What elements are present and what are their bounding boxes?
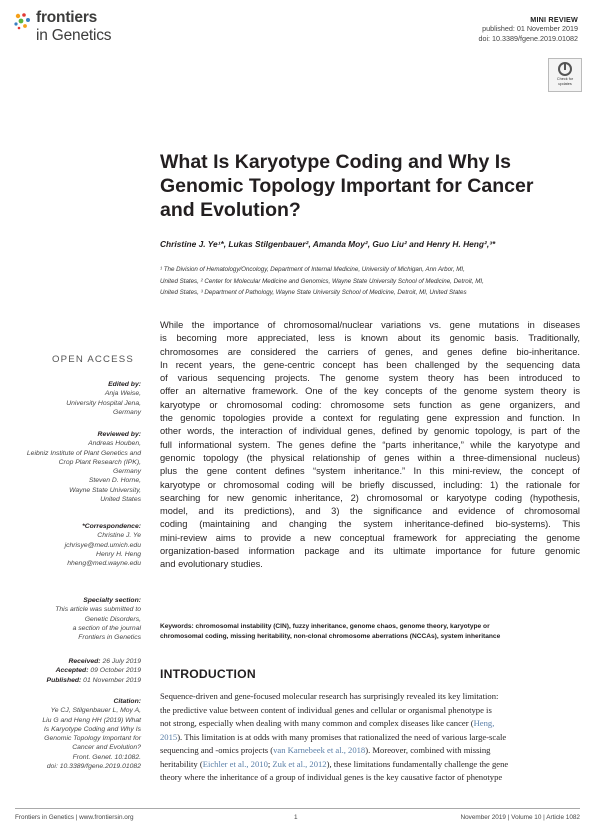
doi-link[interactable]: doi: 10.3389/fgene.2019.01082 xyxy=(478,33,578,43)
reviewer-country: Germany xyxy=(113,468,141,476)
citation-line: Front. Genet. 10:1082. xyxy=(72,753,141,761)
abstract-line: While the importance of chromosomal/nuclear variations vs. gene mutations in diseases xyxy=(160,320,580,330)
correspondent-email[interactable]: jchrisye@med.umich.edu xyxy=(64,541,141,549)
citation-link[interactable]: 2015 xyxy=(160,731,178,742)
reviewed-by-section xyxy=(1,430,141,504)
edited-by-section xyxy=(1,380,141,417)
reviewer-affiliation: Crop Plant Research (IPK), xyxy=(58,458,141,466)
section-heading-introduction: INTRODUCTION xyxy=(160,667,256,681)
keywords-line: chromosomal coding, missing heritability, non-clonal chromosome aberrations (NCCAs), system inheritance xyxy=(160,633,501,640)
editor-name: Anja Weise, xyxy=(104,390,141,398)
article-meta xyxy=(478,15,578,43)
abstract-line: In recent years, the gene-centric concept has been challenged by the sequencing data xyxy=(160,359,580,370)
logo-word-frontiers: frontiers xyxy=(36,9,98,26)
affiliation-line: United States, ³ Department of Pathology, Wayne State University School of Medicine, Detroit, MI, United States xyxy=(160,289,467,296)
citation-link[interactable]: Zuk et al., 2012 xyxy=(272,758,327,769)
received-date: Received: 26 July 2019 xyxy=(68,658,141,665)
correspondent-name: Henry H. Heng xyxy=(96,550,141,558)
citation-line: Cancer and Evolution? xyxy=(72,744,141,752)
accepted-date: Accepted: 09 October 2019 xyxy=(55,667,141,675)
citation-label: Citation: xyxy=(113,698,141,705)
abstract-line: and evolutionary studies. xyxy=(160,559,263,570)
editor-affiliation: University Hospital Jena, xyxy=(66,399,141,407)
footer-issue: November 2019 | Volume 10 | Article 1082 xyxy=(460,814,580,821)
check-updates-label-2: updates xyxy=(558,81,572,86)
article-type: MINI REVIEW xyxy=(530,15,578,24)
abstract-line: of various sequencing projects. The genome system theory has been introduced to xyxy=(160,373,580,384)
check-for-updates-button[interactable] xyxy=(548,58,582,92)
check-updates-icon xyxy=(558,62,572,76)
citation-section xyxy=(1,697,141,771)
abstract-line: the genomic topologies provide a context for regulating gene expression and function. In xyxy=(160,413,580,424)
body-line: heritability (Eichler et al., 2010; Zuk et al., 2012), these limitations fundamentally challenge the gene xyxy=(160,758,509,769)
abstract-line: plus the gene content defines “system inheritance.” In this mini-review, the concept of xyxy=(160,466,580,477)
editor-country: Germany xyxy=(113,408,141,416)
logo-word-journal: in Genetics xyxy=(36,27,112,44)
keywords xyxy=(160,622,580,642)
journal-logo xyxy=(12,9,162,49)
edited-by-label: Edited by: xyxy=(108,381,141,388)
citation-link[interactable]: Heng, xyxy=(473,718,495,728)
specialty-line: a section of the journal xyxy=(72,624,141,632)
abstract-line: karyotype or chromosomal coding will be briefly discussed, including: 1) the rationale for xyxy=(160,479,580,490)
body-line: the predictive value between content of individual genes and cellular or organismal phenotype is xyxy=(160,704,492,715)
published-date: published: 01 November 2019 xyxy=(482,24,578,34)
abstract-line: searching for new genomic inheritance, 2) chromosomal or karyotype coding (hypothesis, xyxy=(160,492,580,503)
footer-divider xyxy=(15,808,580,809)
frontiers-logo-icon xyxy=(12,11,32,31)
affiliation-line: United States, ² Center for Molecular Medicine and Genomics, Wayne State University School of Medicine, Detroit, MI, xyxy=(160,277,484,285)
published-date-sidebar: Published: 01 November 2019 xyxy=(46,676,141,684)
abstract-line: coding (maintaining and changing the system inheritance-defined bio-systems). This xyxy=(160,519,580,530)
reviewer-affiliation: Wayne State University, xyxy=(69,486,141,494)
specialty-line: Genetic Disorders, xyxy=(84,615,141,623)
keywords-line: Keywords: chromosomal instability (CIN), fuzzy inheritance, genome chaos, genome theory, karyotype or xyxy=(160,623,490,630)
abstract-line: chromosomes are considered the carriers of genes, and genes define bio-inheritance. xyxy=(160,346,580,357)
affiliation-line: ¹ The Division of Hematology/Oncology, Department of Internal Medicine, University of Michigan, Ann Arbor, MI, xyxy=(160,266,465,273)
specialty-line: This article was submitted to xyxy=(55,606,141,614)
article-title: What Is Karyotype Coding and Why Is Genomic Topology Important for Cancer and Evolution? xyxy=(160,151,534,221)
open-access-label: OPEN ACCESS xyxy=(52,354,134,365)
correspondence-label: *Correspondence: xyxy=(82,523,141,530)
correspondent-email[interactable]: hheng@med.wayne.edu xyxy=(67,560,141,568)
abstract-line: organization-based information package and its ultimate importance for future genomic xyxy=(160,546,580,557)
correspondent-name: Christine J. Ye xyxy=(97,532,141,540)
affiliations xyxy=(160,264,580,299)
citation-line: Liu G and Heng HH (2019) What xyxy=(42,716,141,724)
specialty-line: Frontiers in Genetics xyxy=(78,634,141,642)
footer-journal[interactable]: Frontiers in Genetics | www.frontiersin.org xyxy=(15,814,134,821)
specialty-section xyxy=(1,596,141,642)
reviewer-country: United States xyxy=(100,496,141,504)
citation-line: Ye CJ, Stilgenbauer L, Moy A, xyxy=(50,707,141,715)
footer-page-number: 1 xyxy=(294,814,298,821)
abstract-line: other words, the interaction of individual genes, defined by genomic topology, is part of the xyxy=(160,426,580,437)
abstract-line: is becoming more appreciated, less is known about its genomic basis. Traditionally, xyxy=(160,333,580,344)
citation-link[interactable]: Eichler et al., 2010 xyxy=(202,758,268,769)
abstract-line: karyotype or chromosomal coding: chromosome sets function as gene organizers, and xyxy=(160,399,580,410)
citation-line: Is Karyotype Coding and Why Is xyxy=(43,725,141,733)
specialty-label: Specialty section: xyxy=(83,597,141,604)
reviewer-name: Andreas Houben, xyxy=(88,440,141,448)
abstract-line: model, and its predictions), and 3) the significance and evidence of chromosomal xyxy=(160,506,580,517)
introduction-body xyxy=(160,690,580,785)
abstract xyxy=(160,319,580,572)
body-line: sequencing and -omics projects (van Karnebeek et al., 2018). Moreover, combined with missing xyxy=(160,745,491,755)
body-line: Sequence-driven and gene-focused molecular research has surprisingly revealed its key limitation: xyxy=(160,691,499,701)
reviewer-name: Steven D. Horne, xyxy=(88,477,141,485)
abstract-line: genomic topology (the physical relationship of genes within a three-dimensional nucleus) xyxy=(160,452,580,463)
correspondence-section xyxy=(1,522,141,568)
citation-link[interactable]: van Karnebeek et al., 2018 xyxy=(273,745,366,755)
body-line: theory where the inheritance of a group of individual genes is the key causative factor of phenotype xyxy=(160,772,503,782)
abstract-line: mini-review aims to provide a new conceptual framework for appreciating the genome xyxy=(160,532,580,543)
reviewed-by-label: Reviewed by: xyxy=(97,431,141,438)
reviewer-affiliation: Leibniz Institute of Plant Genetics and xyxy=(26,449,141,457)
abstract-line: offer an alternative framework. One of the key concepts of the genome system theory is xyxy=(160,386,580,397)
check-updates-label-1: Check for xyxy=(556,77,574,81)
citation-line: doi: 10.3389/fgene.2019.01082 xyxy=(46,763,141,771)
dates-section xyxy=(1,657,141,685)
abstract-line: full informational system. The genes define the “parts inheritance,” while the karyotype and xyxy=(160,439,580,450)
body-line: 2015). This limitation is at odds with many promises that rationalized the need of various large-scale xyxy=(160,731,507,742)
author-list: Christine J. Ye¹*, Lukas Stilgenbauer², Amanda Moy², Guo Liu² and Henry H. Heng²,³* xyxy=(160,239,496,249)
body-line: not strong, especially when dealing with many common and complex diseases like cancer (Heng, xyxy=(160,718,495,728)
citation-line: Genomic Topology Important for xyxy=(44,735,141,743)
